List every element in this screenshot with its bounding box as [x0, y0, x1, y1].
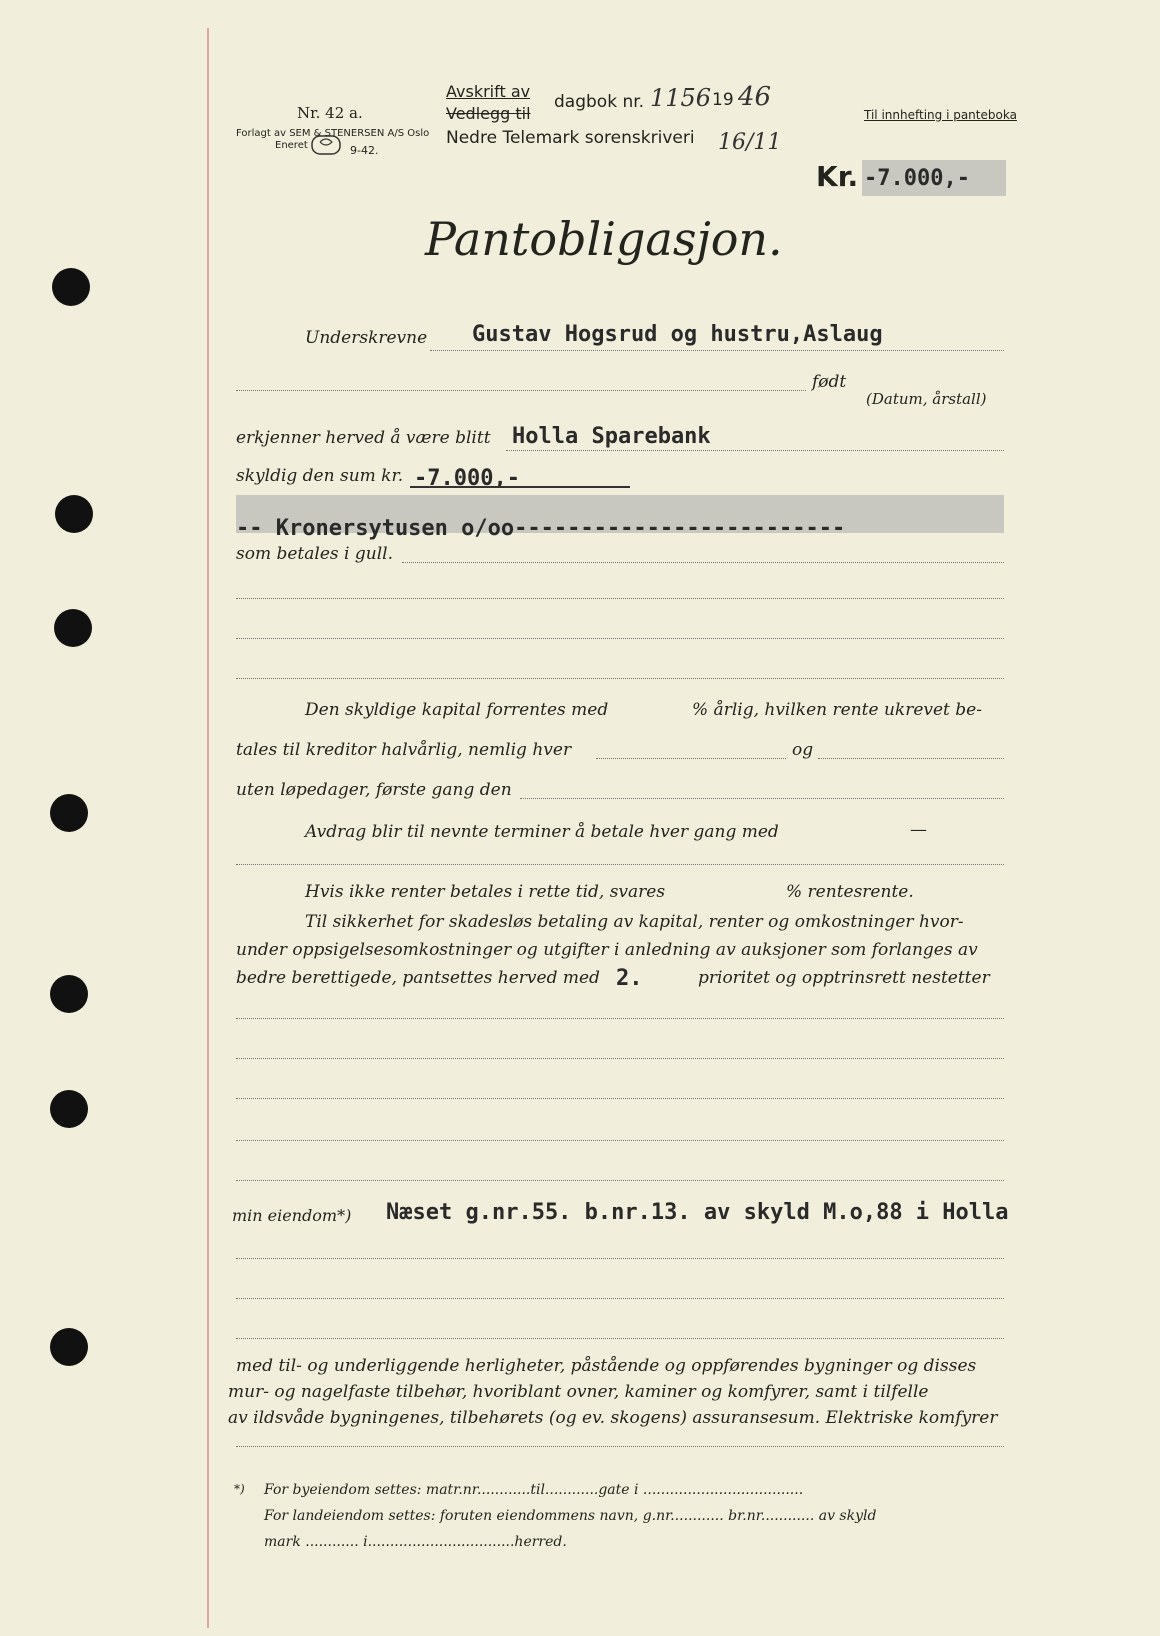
office-name: Nedre Telemark sorenskriveri — [446, 128, 695, 148]
binder-hole — [54, 609, 92, 647]
priority-value: 2. — [616, 966, 643, 991]
journal-label: dagbok nr. — [554, 92, 645, 112]
born-line — [236, 390, 806, 391]
publisher: Forlagt av SEM & STENERSEN A/S Oslo — [236, 128, 430, 139]
blank-line — [236, 1446, 1004, 1447]
undersigned-label: Underskrevne — [305, 328, 428, 348]
appurtenance-text: mur- og nagelfaste tilbehør, hvoriblant ovner, kaminer og komfyrer, samt i tilfelle — [228, 1382, 929, 1402]
interest-text: Den skyldige kapital forrentes med — [305, 700, 609, 720]
blank-line — [236, 1098, 1004, 1099]
property-value: Næset g.nr.55. b.nr.13. av skyld M.o,88 i Holla — [386, 1200, 1009, 1225]
amount-value: -7.000,- — [864, 166, 970, 191]
installment-dash: — — [910, 820, 927, 840]
interest-line — [818, 758, 1004, 759]
blank-line — [236, 1338, 1004, 1339]
born-label: født — [812, 372, 847, 392]
binder-hole — [50, 975, 88, 1013]
form-number: Nr. 42 a. — [297, 104, 363, 122]
interest-text: % årlig, hvilken rente ukrevet be- — [692, 700, 982, 720]
binder-hole — [52, 268, 90, 306]
footnote-line: For landeiendom settes: foruten eiendommens navn, g.nr............ br.nr............ av skyld — [264, 1508, 877, 1524]
penalty-text: % rentesrente. — [786, 882, 914, 902]
security-text: Til sikkerhet for skadesløs betaling av kapital, renter og omkostninger hvor- — [305, 912, 964, 932]
blank-line — [236, 1298, 1004, 1299]
amount-label: Kr. — [816, 160, 859, 193]
interest-text: uten løpedager, første gang den — [236, 780, 512, 800]
journal-number: 1156 — [650, 84, 712, 112]
blank-line — [236, 1140, 1004, 1141]
binder-hole — [50, 794, 88, 832]
handwritten-date: 16/11 — [718, 130, 782, 155]
year-suffix: 46 — [738, 82, 772, 112]
publisher-logo — [310, 134, 342, 156]
copy-label: Avskrift av — [446, 82, 531, 101]
interest-line — [520, 798, 1004, 799]
year-prefix: 19 — [712, 90, 734, 110]
footnote-line: For byeiendom settes: matr.nr............til............gate i .................................... — [264, 1482, 804, 1498]
binder-hole — [50, 1328, 88, 1366]
appurtenance-text: av ildsvåde bygningenes, tilbehørets (og ev. skogens) assuransesum. Elektriske komfyrer — [228, 1408, 998, 1428]
owe-value: -7.000,- — [414, 466, 520, 491]
publisher-note: Eneret — [275, 140, 308, 151]
document-title: Pantobligasjon. — [425, 212, 783, 266]
blank-line — [236, 1258, 1004, 1259]
born-hint: (Datum, årstall) — [866, 390, 987, 408]
security-text: under oppsigelsesomkostninger og utgifter i anledning av auksjoner som forlanges av — [236, 940, 978, 960]
blank-line — [236, 598, 1004, 599]
installment-text: Avdrag blir til nevnte terminer å betale hver gang med — [305, 822, 779, 842]
binder-hole — [55, 495, 93, 533]
owe-line — [410, 486, 630, 488]
acknowledge-label: erkjenner herved å være blitt — [236, 428, 491, 448]
creditor-line — [506, 450, 1004, 451]
interest-text: tales til kreditor halvårlig, nemlig hver — [236, 740, 572, 760]
owe-label: skyldig den sum kr. — [236, 466, 404, 486]
undersigned-line — [430, 350, 1004, 351]
footnote-line: mark ............ i.................................herred. — [264, 1534, 567, 1550]
margin-line — [207, 28, 209, 1628]
property-label: min eiendom*) — [232, 1206, 352, 1225]
creditor-value: Holla Sparebank — [512, 424, 711, 449]
footnote-mark: *) — [234, 1482, 245, 1496]
installment-line — [236, 864, 1004, 865]
interest-text: og — [792, 740, 814, 760]
penalty-text: Hvis ikke renter betales i rette tid, svares — [305, 882, 666, 902]
publisher-date: 9-42. — [350, 144, 379, 157]
blank-line — [236, 678, 1004, 679]
attachment-label: Vedlegg til — [446, 104, 531, 123]
binder-hole — [50, 1090, 88, 1128]
blank-line — [236, 638, 1004, 639]
words-value: -- Kronersytusen o/oo------------------------- — [236, 516, 846, 541]
gold-line — [402, 562, 1004, 563]
interest-line — [596, 758, 786, 759]
gold-label: som betales i gull. — [236, 544, 393, 564]
blank-line — [236, 1180, 1004, 1181]
security-text: prioritet og opptrinsrett nestetter — [698, 968, 990, 988]
blank-line — [236, 1018, 1004, 1019]
appurtenance-text: med til- og underliggende herligheter, påstående og oppførendes bygninger og disses — [236, 1356, 977, 1376]
blank-line — [236, 1058, 1004, 1059]
security-text: bedre berettigede, pantsettes herved med — [236, 968, 600, 988]
binding-note: Til innhefting i panteboka — [864, 108, 1017, 122]
undersigned-value: Gustav Hogsrud og hustru,Aslaug — [472, 322, 883, 347]
